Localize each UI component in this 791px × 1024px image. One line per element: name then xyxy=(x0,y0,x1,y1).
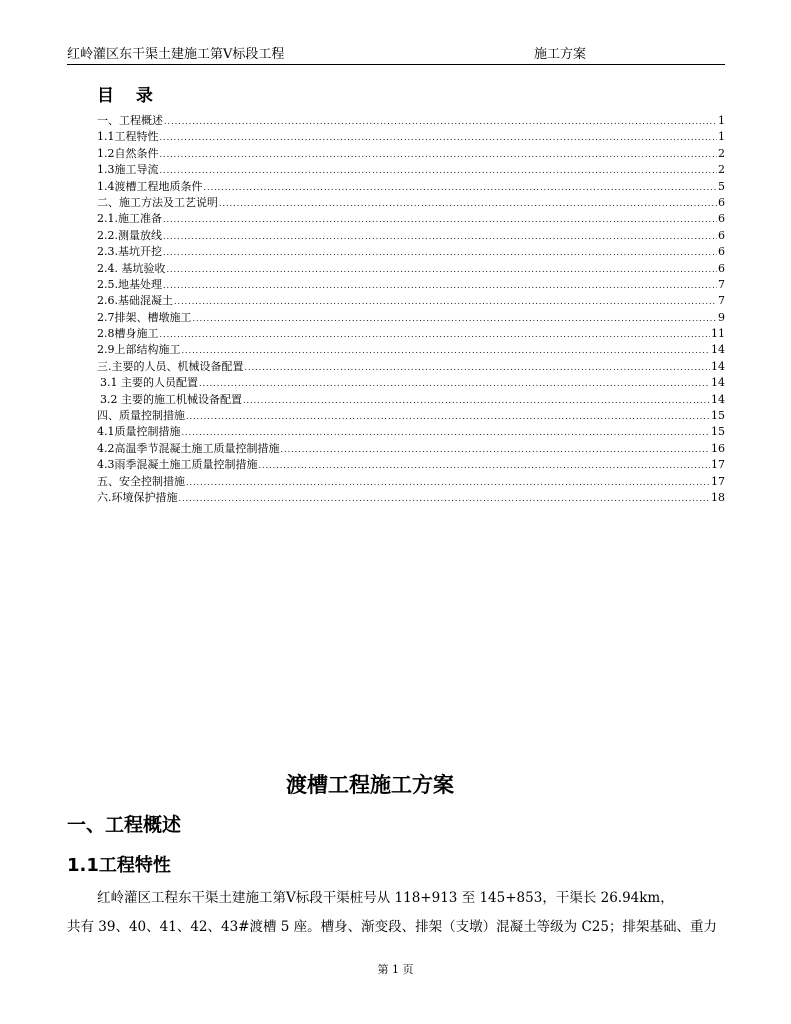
page-header xyxy=(67,46,725,65)
toc-entry-text: 一、工程概述 xyxy=(97,114,163,127)
paragraph-line: 共有 39、40、41、42、43#渡槽 5 座。槽身、渐变段、排架（支墩）混凝土等级为 C25；排架基础、重力 xyxy=(67,919,717,935)
toc-entry-text: 4.3雨季混凝土施工质量控制措施 xyxy=(97,458,258,472)
toc-entry-text: 4.1质量控制措施 xyxy=(97,425,181,439)
toc-entry-text: 三.主要的人员、机械设备配置 xyxy=(97,359,244,373)
toc-entry-text: 1.3施工导流 xyxy=(97,163,159,177)
toc-entry[interactable] xyxy=(97,490,725,506)
toc-entry[interactable] xyxy=(97,408,725,424)
toc-entry-page: 7 xyxy=(718,294,725,308)
toc-entry-page: 14 xyxy=(711,343,725,357)
toc-entry[interactable] xyxy=(97,326,725,342)
toc-entry-page: 14 xyxy=(711,359,725,373)
toc-entry-text: 2.5.地基处理 xyxy=(97,277,162,291)
toc-entry[interactable] xyxy=(97,424,725,440)
toc-entry-text: 2.1.施工准备 xyxy=(97,212,162,226)
toc-entry[interactable] xyxy=(97,342,725,358)
toc-entry-text: 2.4. 基坑验收 xyxy=(97,261,166,275)
toc-entry-page: 15 xyxy=(711,409,725,423)
subsection-heading-characteristics: 1.1工程特性 xyxy=(67,855,171,876)
toc-entry[interactable] xyxy=(97,375,725,391)
toc-leader-dots xyxy=(186,475,710,491)
toc-entry-text: 2.7排架、槽墩施工 xyxy=(97,310,192,324)
toc-entry[interactable] xyxy=(97,179,725,195)
paragraph-line: 红岭灌区工程东干渠土建施工第Ⅴ标段干渠桩号从 118+913 至 145+853，干渠长 26.94km， xyxy=(97,890,674,906)
toc-leader-dots xyxy=(259,458,711,474)
toc-entry[interactable] xyxy=(97,244,725,260)
toc-leader-dots xyxy=(160,163,718,179)
toc-entry-page: 6 xyxy=(718,195,725,209)
toc-entry-text: 2.8槽身施工 xyxy=(97,327,159,341)
toc-entry-page: 15 xyxy=(711,425,725,439)
toc-leader-dots xyxy=(163,212,717,228)
toc-entry-page: 2 xyxy=(718,163,725,177)
toc-entry[interactable] xyxy=(97,211,725,227)
toc-entry-page: 18 xyxy=(711,490,725,504)
toc-entry-text: 1.2自然条件 xyxy=(97,146,159,160)
toc-entry[interactable] xyxy=(97,195,725,211)
toc-entry[interactable] xyxy=(97,277,725,293)
toc-entry-page: 6 xyxy=(718,261,725,275)
toc-leader-dots xyxy=(182,343,711,359)
toc-entry[interactable] xyxy=(97,441,725,457)
toc-entry-page: 17 xyxy=(711,458,725,472)
toc-leader-dots xyxy=(163,229,717,245)
toc-entry-text: 2.9上部结构施工 xyxy=(97,343,181,357)
toc-entry[interactable] xyxy=(97,457,725,473)
toc-leader-dots xyxy=(243,393,710,409)
toc-leader-dots xyxy=(160,327,711,343)
toc-entry-text: 2.6.基础混凝土 xyxy=(97,294,173,308)
toc-leader-dots xyxy=(219,196,717,212)
toc-entry-page: 17 xyxy=(711,474,725,488)
toc-entry[interactable] xyxy=(97,146,725,162)
toc-leader-dots xyxy=(193,311,718,327)
toc-entry[interactable] xyxy=(97,310,725,326)
toc-leader-dots xyxy=(186,409,710,425)
table-of-contents xyxy=(97,113,725,506)
toc-entry-page: 2 xyxy=(718,146,725,160)
section-heading-overview: 一、工程概述 xyxy=(67,814,182,836)
toc-entry-text: 四、质量控制措施 xyxy=(97,409,185,423)
toc-entry-page: 5 xyxy=(718,179,725,193)
toc-entry-page: 1 xyxy=(718,130,725,144)
toc-leader-dots xyxy=(167,262,718,278)
header-doc-type: 施工方案 xyxy=(534,47,587,62)
toc-entry-text: 1.4渡槽工程地质条件 xyxy=(97,179,203,193)
toc-leader-dots xyxy=(164,114,717,130)
toc-entry-text: 二、施工方法及工艺说明 xyxy=(97,195,218,209)
toc-entry-page: 14 xyxy=(711,392,725,406)
toc-leader-dots xyxy=(182,425,711,441)
toc-entry[interactable] xyxy=(97,129,725,145)
toc-entry-page: 7 xyxy=(718,277,725,291)
toc-entry-page: 6 xyxy=(718,228,725,242)
toc-entry-text: 3.2 主要的施工机械设备配置 xyxy=(100,392,242,406)
toc-leader-dots xyxy=(245,360,711,376)
toc-entry[interactable] xyxy=(97,261,725,277)
toc-entry-text: 六.环境保护措施 xyxy=(97,490,178,504)
toc-leader-dots xyxy=(160,147,718,163)
page-number: 第 1 页 xyxy=(377,963,414,976)
document-title: 渡槽工程施工方案 xyxy=(286,773,454,797)
toc-entry[interactable] xyxy=(97,474,725,490)
toc-leader-dots xyxy=(163,278,717,294)
toc-leader-dots xyxy=(179,491,711,507)
toc-entry-page: 9 xyxy=(718,310,725,324)
toc-entry[interactable] xyxy=(97,228,725,244)
toc-entry-text: 3.1 主要的人员配置 xyxy=(100,376,198,390)
toc-entry[interactable] xyxy=(97,392,725,408)
toc-leader-dots xyxy=(199,376,710,392)
toc-leader-dots xyxy=(163,245,717,261)
toc-entry-page: 11 xyxy=(711,327,725,341)
toc-leader-dots xyxy=(204,180,718,196)
toc-title: 目 录 xyxy=(97,86,161,106)
toc-entry-page: 16 xyxy=(711,441,725,455)
toc-entry-text: 五、安全控制措施 xyxy=(97,474,185,488)
toc-entry-text: 2.3.基坑开挖 xyxy=(97,245,162,259)
toc-leader-dots xyxy=(174,294,717,310)
toc-entry[interactable] xyxy=(97,162,725,178)
toc-entry[interactable] xyxy=(97,113,725,129)
toc-entry-page: 1 xyxy=(718,114,725,127)
toc-entry-page: 14 xyxy=(711,376,725,390)
toc-entry-text: 2.2.测量放线 xyxy=(97,228,162,242)
toc-entry[interactable] xyxy=(97,293,725,309)
toc-leader-dots xyxy=(160,130,718,146)
toc-entry[interactable] xyxy=(97,359,725,375)
header-project-name: 红岭灌区东干渠土建施工第Ⅴ标段工程 xyxy=(67,47,285,62)
toc-entry-text: 1.1工程特性 xyxy=(97,130,159,144)
toc-entry-text: 4.2高温季节混凝土施工质量控制措施 xyxy=(97,441,280,455)
toc-entry-page: 6 xyxy=(718,212,725,226)
toc-leader-dots xyxy=(281,442,711,458)
toc-entry-page: 6 xyxy=(718,245,725,259)
